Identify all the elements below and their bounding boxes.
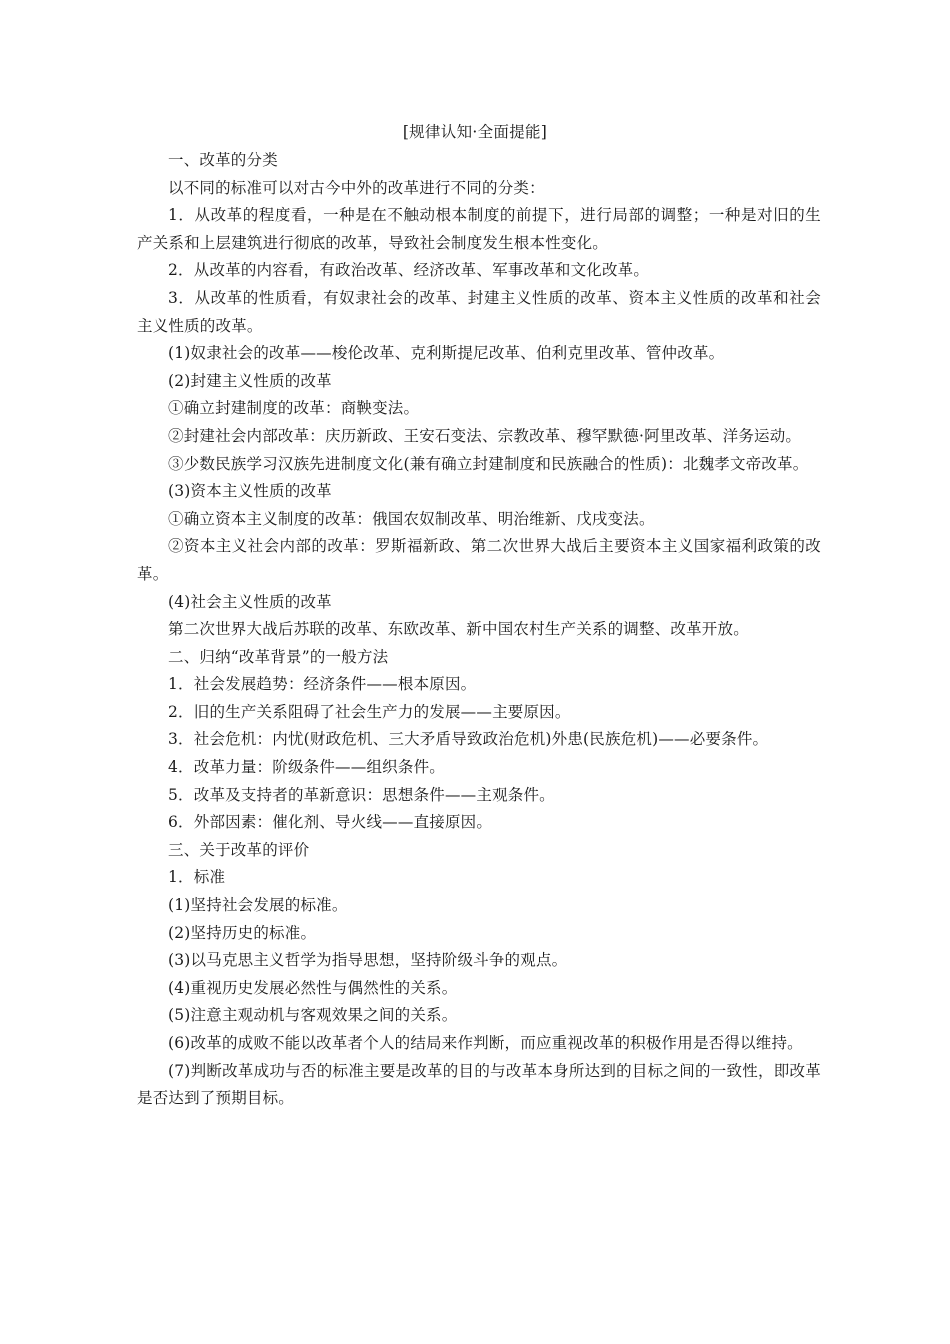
paragraph: 3．社会危机：内忧(财政危机、三大矛盾导致政治危机)外患(民族危机)——必要条件。 <box>168 730 769 749</box>
paragraph: 2．旧的生产关系阻碍了社会生产力的发展——主要原因。 <box>168 702 571 721</box>
paragraph: ①确立资本主义制度的改革：俄国农奴制改革、明治维新、戊戌变法。 <box>168 509 655 528</box>
paragraph: 以不同的标准可以对古今中外的改革进行不同的分类： <box>168 178 545 197</box>
paragraph: (3)资本主义性质的改革 <box>168 482 332 501</box>
section-title-background: 二、归纳“改革背景”的一般方法 <box>168 647 389 666</box>
paragraph: ②封建社会内部改革：庆历新政、王安石变法、宗教改革、穆罕默德·阿里改革、洋务运动。 <box>168 426 802 445</box>
paragraph: 5．改革及支持者的革新意识：思想条件——主观条件。 <box>168 785 555 804</box>
paragraph: (1)奴隶社会的改革——梭伦改革、克利斯提尼改革、伯利克里改革、管仲改革。 <box>168 344 725 363</box>
paragraph: ②资本主义社会内部的改革：罗斯福新政、第二次世界大战后主要资本主义国家福利政策的改革。 <box>137 537 821 583</box>
paragraph: (2)封建主义性质的改革 <box>168 371 332 390</box>
paragraph: 6．外部因素：催化剂、导火线——直接原因。 <box>168 813 493 832</box>
paragraph: (5)注意主观动机与客观效果之间的关系。 <box>168 1006 458 1025</box>
paragraph: (4)重视历史发展必然性与偶然性的关系。 <box>168 978 458 997</box>
paragraph: (3)以马克思主义哲学为指导思想，坚持阶级斗争的观点。 <box>168 951 568 970</box>
paragraph: (1)坚持社会发展的标准。 <box>168 896 348 915</box>
paragraph: 4．改革力量：阶级条件——组织条件。 <box>168 758 445 777</box>
document-body <box>137 147 821 1113</box>
paragraph: 2．从改革的内容看，有政治改革、经济改革、军事改革和文化改革。 <box>168 261 650 280</box>
section-title-evaluation: 三、关于改革的评价 <box>168 840 310 859</box>
paragraph: 3．从改革的性质看，有奴隶社会的改革、封建主义性质的改革、资本主义性质的改革和社会主义性质的改革。 <box>137 288 821 335</box>
section-title-classification: 一、改革的分类 <box>168 151 278 169</box>
section-heading: [规律认知·全面提能] <box>402 123 548 141</box>
paragraph: 1．标准 <box>168 868 226 887</box>
paragraph: ③少数民族学习汉族先进制度文化(兼有确立封建制度和民族融合的性质)：北魏孝文帝改革。 <box>168 454 809 473</box>
paragraph: 1．从改革的程度看，一种是在不触动根本制度的前提下，进行局部的调整；一种是对旧的生产关系和上层建筑进行彻底的改革，导致社会制度发生根本性变化。 <box>137 206 821 252</box>
paragraph: (7)判断改革成功与否的标准主要是改革的目的与改革本身所达到的目标之间的一致性，即改革是否达到了预期目标。 <box>137 1061 821 1108</box>
paragraph: (2)坚持历史的标准。 <box>168 923 317 942</box>
paragraph: ①确立封建制度的改革：商鞅变法。 <box>168 399 420 418</box>
paragraph: (6)改革的成败不能以改革者个人的结局来作判断，而应重视改革的积极作用是否得以维持。 <box>168 1034 803 1052</box>
paragraph: 1．社会发展趋势：经济条件——根本原因。 <box>168 675 477 694</box>
paragraph: 第二次世界大战后苏联的改革、东欧改革、新中国农村生产关系的调整、改革开放。 <box>168 620 749 639</box>
paragraph: (4)社会主义性质的改革 <box>168 592 332 611</box>
